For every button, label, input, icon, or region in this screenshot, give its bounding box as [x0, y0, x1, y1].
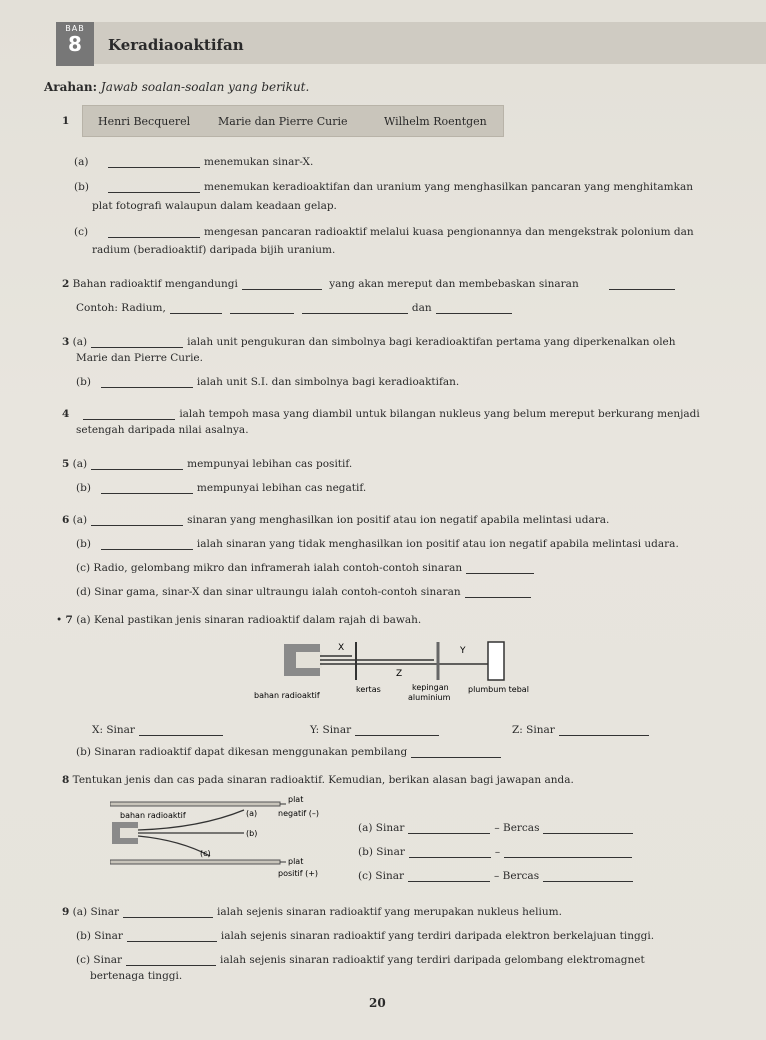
q9-number: 9	[62, 906, 70, 918]
q9a-label: (a)	[72, 906, 88, 918]
label-negative: negatif (–)	[278, 809, 319, 818]
answer-blank[interactable]	[543, 880, 633, 882]
chapter-title: Keradiaoaktifan	[108, 36, 244, 54]
instruction-label: Arahan:	[44, 80, 98, 94]
source-slot	[120, 828, 138, 838]
answer-blank[interactable]	[465, 596, 531, 598]
answer-blank[interactable]	[302, 312, 408, 314]
q7b-label: (b)	[76, 746, 91, 758]
label-positive: positif (+)	[278, 869, 319, 878]
q2-text1: Bahan radioaktif mengandungi	[72, 278, 238, 290]
q3a-label: (a)	[72, 336, 88, 348]
answer-blank[interactable]	[408, 832, 490, 834]
q8b-label: (b) Sinar	[358, 846, 405, 858]
answer-blank[interactable]	[83, 418, 175, 420]
q1-option-3: Wilhelm Roentgen	[384, 115, 487, 128]
q3a-text-cont: Marie dan Pierre Curie.	[76, 352, 203, 364]
label-b: (b)	[246, 829, 258, 838]
q1b-text: menemukan keradioaktifan dan uranium yang menghasilkan pancaran yang menghitamkan	[204, 181, 693, 193]
answer-blank[interactable]	[126, 964, 216, 966]
answer-blank[interactable]	[91, 346, 183, 348]
q1b-label: (b)	[74, 181, 89, 193]
q5a-label: (a)	[72, 458, 88, 470]
q7-x-label: X: Sinar	[92, 724, 135, 736]
q7-z-line	[512, 724, 653, 736]
q4-text-cont: setengah daripada nilai asalnya.	[76, 424, 249, 436]
answer-blank[interactable]	[411, 756, 501, 758]
q8b-dash: –	[494, 846, 501, 858]
q3a-text: ialah unit pengukuran dan simbolnya bagi keradioaktifan pertama yang diperkenalkan oleh	[187, 336, 676, 348]
q7a-text: Kenal pastikan jenis sinaran radioaktif dalam rajah di bawah.	[94, 614, 422, 626]
instruction	[44, 80, 309, 94]
q9a-text: ialah sejenis sinaran radioaktif yang merupakan nukleus helium.	[217, 906, 562, 918]
bullet: •	[56, 614, 63, 626]
answer-blank[interactable]	[170, 312, 222, 314]
q6b-line	[76, 538, 679, 550]
q3b-label: (b)	[76, 376, 91, 388]
answer-blank[interactable]	[559, 734, 649, 736]
q9a-line	[62, 906, 562, 918]
q6-number: 6	[62, 514, 70, 526]
q3b-line	[76, 376, 459, 388]
q5b-text: mempunyai lebihan cas negatif.	[196, 482, 367, 494]
positive-plate	[110, 860, 280, 864]
answer-blank[interactable]	[436, 312, 512, 314]
label-a: (a)	[246, 809, 258, 818]
q1-option-1: Henri Becquerel	[98, 115, 191, 128]
negative-plate	[110, 802, 280, 806]
answer-blank[interactable]	[101, 386, 193, 388]
q2-line1	[62, 278, 679, 290]
q7-number: 7	[65, 614, 73, 626]
q4-number: 4	[62, 408, 70, 420]
label-c: (c)	[200, 849, 211, 858]
q5a-line	[62, 458, 352, 470]
q1c-line	[104, 226, 694, 238]
q1a-text: menemukan sinar-X.	[204, 156, 314, 168]
bab-label: BAB	[65, 24, 85, 33]
q9c-label: (c)	[76, 954, 91, 966]
q7a-label: (a)	[76, 614, 91, 626]
answer-blank[interactable]	[466, 572, 534, 574]
q7-y-label: Y: Sinar	[310, 724, 352, 736]
chapter-badge	[56, 22, 94, 66]
label-z: Z	[396, 669, 403, 679]
q2-line2	[76, 302, 516, 314]
q1b-text-cont: plat fotografi walaupun dalam keadaan gelap.	[92, 200, 337, 212]
q8b-line	[358, 846, 636, 858]
q8c-charged: – Bercas	[494, 870, 540, 882]
answer-blank[interactable]	[355, 734, 439, 736]
q9b-line	[76, 930, 654, 942]
q8a-line	[358, 822, 637, 834]
q8-text: Tentukan jenis dan cas pada sinaran radioaktif. Kemudian, berikan alasan bagi jawapan anda.	[72, 774, 574, 786]
q1-option-2: Marie dan Pierre Curie	[218, 115, 348, 128]
q6b-label: (b)	[76, 538, 91, 550]
q7b-text: Sinaran radioaktif dapat dikesan menggunakan pembilang	[94, 746, 408, 758]
label-plat-bottom: plat	[288, 857, 304, 866]
q9b-prefix: Sinar	[94, 930, 123, 942]
label-source: bahan radioaktif	[120, 811, 186, 820]
instruction-text: Jawab soalan-soalan yang berikut.	[100, 80, 310, 94]
q6c-text: Radio, gelombang mikro dan inframerah ialah contoh-contoh sinaran	[93, 562, 463, 574]
answer-blank[interactable]	[609, 288, 675, 290]
source-slot	[296, 652, 322, 668]
penetration-diagram	[250, 636, 550, 716]
deflection-diagram	[110, 794, 340, 878]
answer-blank[interactable]	[242, 288, 322, 290]
q1c-text: mengesan pancaran radioaktif melalui kuasa pengionannya dan mengekstrak polonium dan	[204, 226, 694, 238]
label-y: Y	[460, 646, 466, 656]
q2-example: Contoh: Radium,	[76, 302, 166, 314]
answer-blank[interactable]	[127, 940, 217, 942]
answer-blank[interactable]	[504, 856, 632, 858]
q5b-line	[76, 482, 366, 494]
q1c-label: (c)	[74, 226, 89, 238]
answer-blank[interactable]	[101, 492, 193, 494]
q7a-line	[56, 614, 421, 626]
q9c-line	[76, 954, 645, 966]
q6d-text: Sinar gama, sinar-X dan sinar ultraungu ialah contoh-contoh sinaran	[94, 586, 461, 598]
q3b-text: ialah unit S.I. dan simbolnya bagi keradioaktifan.	[196, 376, 460, 388]
q5b-label: (b)	[76, 482, 91, 494]
q3a-line	[62, 336, 676, 348]
answer-blank[interactable]	[123, 916, 213, 918]
q8a-label: (a) Sinar	[358, 822, 405, 834]
q2-number: 2	[62, 278, 70, 290]
q7-x-line	[92, 724, 227, 736]
q2-text2: yang akan mereput dan membebaskan sinaran	[329, 278, 579, 290]
q9b-label: (b)	[76, 930, 91, 942]
page-number: 20	[369, 996, 386, 1010]
q8-number: 8	[62, 774, 70, 786]
q9c-text: ialah sejenis sinaran radioaktif yang terdiri daripada gelombang elektromagnet	[220, 954, 645, 966]
q8a-charged: – Bercas	[494, 822, 540, 834]
chapter-number: 8	[68, 32, 82, 56]
q1a-line	[104, 156, 313, 168]
answer-blank[interactable]	[108, 191, 200, 193]
q6b-text: ialah sinaran yang tidak menghasilkan ion positif atau ion negatif apabila melintasi udara.	[196, 538, 679, 550]
q9a-prefix: Sinar	[90, 906, 120, 918]
q8-line	[62, 774, 574, 786]
label-x: X	[338, 643, 345, 653]
q7-y-line	[310, 724, 443, 736]
q2-dan: dan	[411, 302, 432, 314]
answer-blank[interactable]	[543, 832, 633, 834]
q6a-line	[62, 514, 609, 526]
q1b-line	[104, 181, 693, 193]
q5-number: 5	[62, 458, 70, 470]
q6a-text: sinaran yang menghasilkan ion positif atau ion negatif apabila melintasi udara.	[187, 514, 610, 526]
q4-line	[62, 408, 700, 420]
answer-blank[interactable]	[409, 856, 491, 858]
answer-blank[interactable]	[108, 236, 200, 238]
label-lead: plumbum tebal	[468, 685, 529, 694]
answer-blank[interactable]	[108, 166, 200, 168]
q6c-label: (c)	[76, 562, 91, 574]
q8c-label: (c) Sinar	[358, 870, 405, 882]
answer-blank[interactable]	[91, 468, 183, 470]
q6a-label: (a)	[72, 514, 88, 526]
lead-block	[488, 642, 504, 680]
q6d-line	[76, 586, 535, 598]
q8c-line	[358, 870, 637, 882]
q4-text: ialah tempoh masa yang diambil untuk bilangan nukleus yang belum mereput berkurang menjadi	[179, 408, 700, 420]
answer-blank[interactable]	[91, 524, 183, 526]
q1-number: 1	[62, 115, 70, 127]
label-plat-top: plat	[288, 795, 304, 804]
q9c-text-cont: bertenaga tinggi.	[90, 970, 183, 982]
q1c-text-cont: radium (beradioaktif) daripada bijih uranium.	[92, 244, 336, 256]
answer-blank[interactable]	[139, 734, 223, 736]
answer-blank[interactable]	[408, 880, 490, 882]
q6c-line	[76, 562, 538, 574]
label-source: bahan radioaktif	[254, 691, 320, 700]
label-foil-1: kepingan	[412, 683, 449, 692]
q9b-text: ialah sejenis sinaran radioaktif yang terdiri daripada elektron berkelajuan tinggi.	[220, 930, 655, 942]
q7-z-label: Z: Sinar	[512, 724, 555, 736]
q5a-text: mempunyai lebihan cas positif.	[187, 458, 353, 470]
answer-blank[interactable]	[230, 312, 294, 314]
label-foil-2: aluminium	[408, 693, 451, 702]
q3-number: 3	[62, 336, 70, 348]
label-paper: kertas	[356, 685, 381, 694]
q1a-label: (a)	[74, 156, 89, 168]
q7b-line	[76, 746, 505, 758]
q6d-label: (d)	[76, 586, 91, 598]
q9c-prefix: Sinar	[93, 954, 123, 966]
answer-blank[interactable]	[101, 548, 193, 550]
